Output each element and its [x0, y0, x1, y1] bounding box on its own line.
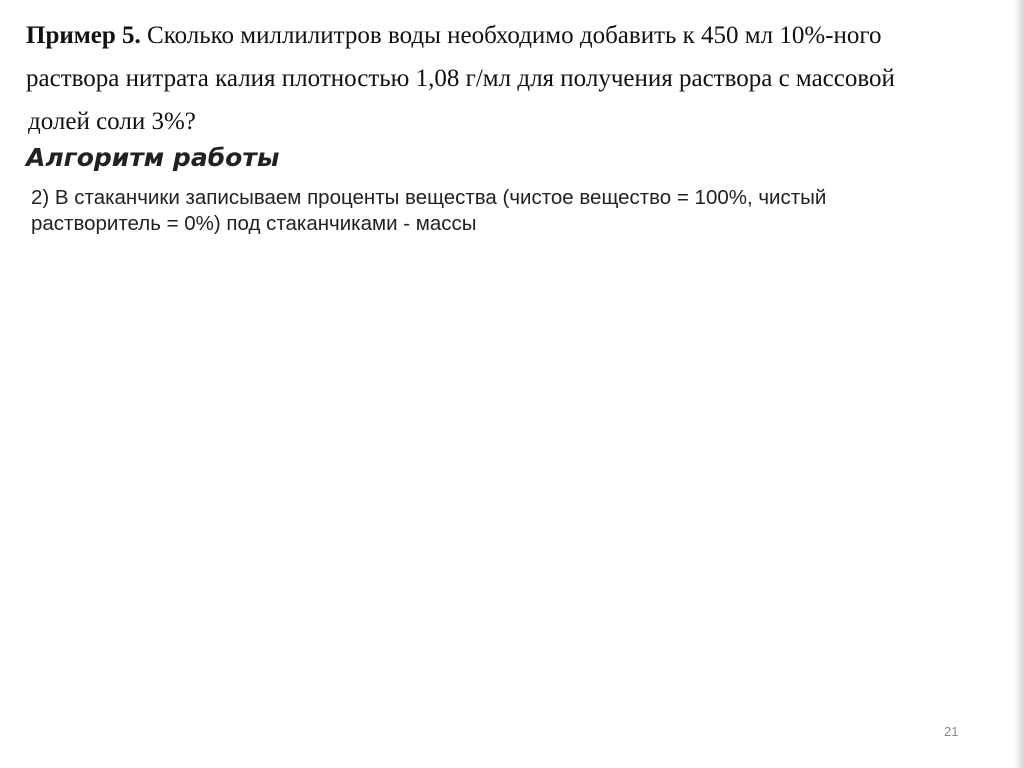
page-number: 21 [944, 724, 959, 739]
problem-line-1-text: Сколько миллилитров воды необходимо добавить к 450 мл 10%-ного [140, 22, 882, 49]
algorithm-heading: Алгоритм работы [26, 143, 280, 172]
step-line-2: растворитель = 0%) под стаканчиками - массы [31, 212, 477, 235]
step-line-1: 2) В стаканчики записываем проценты вещества (чистое вещество = 100%, чистый [31, 186, 827, 209]
slide-edge-shadow [1014, 0, 1024, 768]
algorithm-step [31, 185, 991, 237]
example-label: Пример 5. [26, 22, 141, 49]
problem-line-1 [26, 14, 1016, 57]
problem-line-2: раствора нитрата калия плотностью 1,08 г/мл для получения раствора с массовой [26, 65, 895, 92]
problem-line-3: долей соли 3%? [28, 108, 196, 135]
problem-statement [26, 14, 1016, 143]
